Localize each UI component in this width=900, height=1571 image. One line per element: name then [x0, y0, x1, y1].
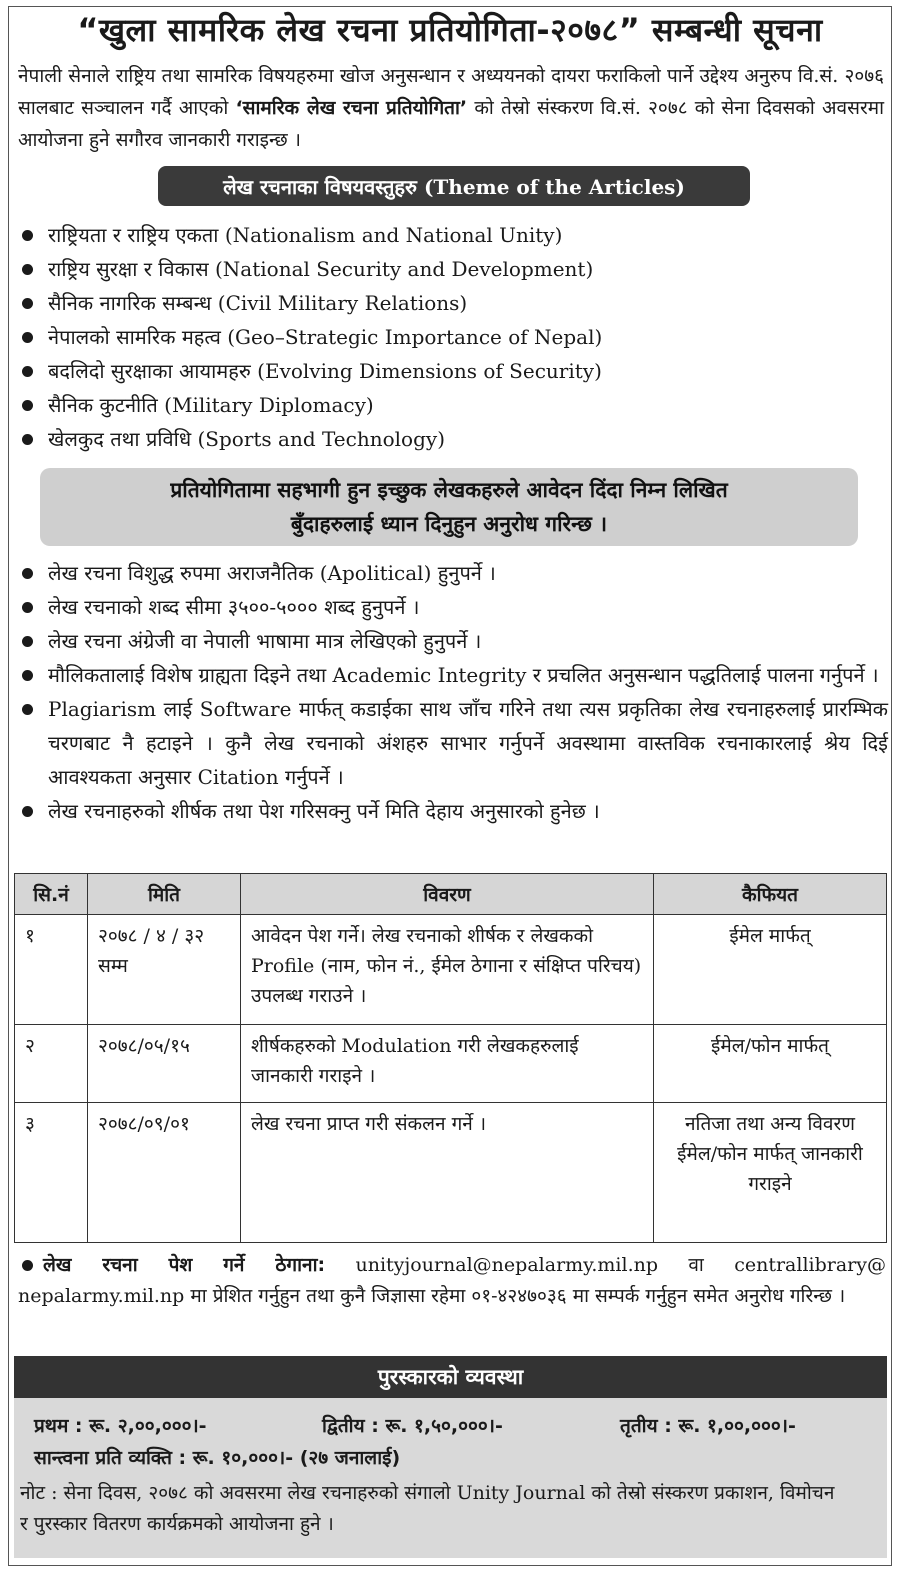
cell-desc: आवेदन पेश गर्ने। लेख रचनाको शीर्षक र लेखकको Profile (नाम, फोन नं., ईमेल ठेगाना र संक्षिप्त परिचय) उपलब्ध गराउने । — [241, 915, 654, 1025]
bullet-icon — [22, 332, 33, 343]
col-header-sn: सि.नं — [15, 874, 88, 915]
cell-date: २०७८ / ४ / ३२ सम्म — [88, 915, 241, 1025]
instruction-item: मौलिकतालाई विशेष ग्राह्यता दिइने तथा Academic Integrity र प्रचलित अनुसन्धान पद्धतिलाई पालना गर्नुपर्ने । — [18, 658, 888, 692]
bullet-icon — [22, 636, 33, 647]
bullet-icon — [22, 230, 33, 241]
bullet-icon — [22, 264, 33, 275]
cell-date: २०७८/०५/१५ — [88, 1025, 241, 1103]
bullet-icon — [22, 1260, 33, 1271]
bullet-icon — [22, 298, 33, 309]
table-row — [15, 1103, 887, 1243]
theme-item: राष्ट्रियता र राष्ट्रिय एकता (Nationalism and National Unity) — [18, 218, 888, 252]
prize-first: प्रथम : रू. २,००,०००।- — [34, 1415, 207, 1437]
intro-text-1: नेपाली सेनाले राष्ट्रिय तथा सामरिक विषयहरुमा खोज अनुसन्धान र अध्ययनको दायरा फराकिलो पार्ने उद्देश्य अनुरुप वि.सं. २०७६ सालबाट सञ्चालन गर्दै आएको — [18, 65, 884, 119]
theme-item: खेलकुद तथा प्रविधि (Sports and Technology) — [18, 422, 888, 456]
address-text: unityjournal@nepalarmy.mil.np वा centrallibrary@ nepalarmy.mil.np मा प्रेशित गर्नुहुन तथा कुनै जिज्ञासा रहेमा ०१-४२४७०३६ मा सम्पर्क गर्नुहुन समेत अनुरोध गरिन्छ । — [18, 1254, 886, 1307]
intro-paragraph — [18, 60, 884, 156]
cell-desc: शीर्षकहरुको Modulation गरी लेखकहरुलाई जानकारी गराइने । — [241, 1025, 654, 1103]
instructions-list — [18, 556, 888, 828]
bullet-icon — [22, 806, 33, 817]
cell-date: २०७८/०९/०१ — [88, 1103, 241, 1243]
instruction-item: लेख रचनाहरुको शीर्षक तथा पेश गरिसक्नु पर्ने मिति देहाय अनुसारको हुनेछ । — [18, 794, 888, 828]
schedule-table — [14, 873, 887, 1243]
instruction-item: लेख रचनाको शब्द सीमा ३५००-५००० शब्द हुनुपर्ने । — [18, 590, 888, 624]
theme-item: राष्ट्रिय सुरक्षा र विकास (National Security and Development) — [18, 252, 888, 286]
theme-item: नेपालको सामरिक महत्व (Geo–Strategic Importance of Nepal) — [18, 320, 888, 354]
instruction-item: लेख रचना विशुद्ध रुपमा अराजनैतिक (Apolitical) हुनुपर्ने । — [18, 556, 888, 590]
cell-sn: ३ — [15, 1103, 88, 1243]
bullet-icon — [22, 568, 33, 579]
cell-desc: लेख रचना प्राप्त गरी संकलन गर्ने । — [241, 1103, 654, 1243]
cell-sn: २ — [15, 1025, 88, 1103]
cell-remark: ईमेल मार्फत् — [654, 915, 887, 1025]
cell-remark: ईमेल/फोन मार्फत् — [654, 1025, 887, 1103]
intro-text-2: को तेस्रो संस्करण वि.सं. २०७८ को सेना दिवसको अवसरमा आयोजना हुने सगौरव जानकारी गराइन्छ । — [18, 97, 885, 151]
theme-item: सैनिक नागरिक सम्बन्ध (Civil Military Relations) — [18, 286, 888, 320]
table-row — [15, 1025, 887, 1103]
prizes-note: नोट : सेना दिवस, २०७८ को अवसरमा लेख रचनाहरुको संगालो Unity Journal को तेस्रो संस्करण प्रकाशन, विमोचन र पुरस्कार वितरण कार्यक्रमको आयोजना हुने । — [20, 1482, 835, 1535]
instruction-item: लेख रचना अंग्रेजी वा नेपाली भाषामा मात्र लेखिएको हुनुपर्ने । — [18, 624, 888, 658]
prize-second: द्वितीय : रू. १,५०,०००।- — [322, 1415, 503, 1437]
intro-highlight: ‘सामरिक लेख रचना प्रतियोगिता’ — [235, 97, 468, 119]
prize-third: तृतीय : रू. १,००,०००।- — [620, 1415, 796, 1437]
notice-title: “खुला सामरिक लेख रचना प्रतियोगिता-२०७८” सम्बन्धी सूचना — [77, 11, 823, 49]
themes-list — [18, 218, 888, 456]
bullet-icon — [22, 602, 33, 613]
col-header-date: मिति — [88, 874, 241, 915]
bullet-icon — [22, 400, 33, 411]
cell-remark: नतिजा तथा अन्य विवरण ईमेल/फोन मार्फत् जानकारी गराइने — [654, 1103, 887, 1243]
instruction-item: Plagiarism लाई Software मार्फत् कडाईका साथ जाँच गरिने तथा त्यस प्रकृतिका लेख रचनाहरुलाई प्रारम्भिक चरणबाट नै हटाइने । कुनै लेख रचनाको अंशहरु साभार गर्नुपर्ने अवस्थामा वास्तविक रचनाकारलाई श्रेय दिई आवश्यकता अनुसार Citation गर्नुपर्ने । — [18, 692, 888, 794]
instructions-heading-line2: बुँदाहरुलाई ध्यान दिनुहुन अनुरोध गरिन्छ । — [290, 512, 608, 536]
instructions-heading — [40, 468, 858, 546]
bullet-icon — [22, 434, 33, 445]
theme-item: सैनिक कुटनीति (Military Diplomacy) — [18, 388, 888, 422]
bullet-icon — [22, 670, 33, 681]
submission-address — [18, 1250, 886, 1312]
cell-sn: १ — [15, 915, 88, 1025]
address-label: लेख रचना पेश गर्ने ठेगाना: — [43, 1254, 326, 1276]
col-header-desc: विवरण — [241, 874, 654, 915]
table-header-row — [15, 874, 887, 915]
theme-item: बदलिदो सुरक्षाका आयामहरु (Evolving Dimensions of Security) — [18, 354, 888, 388]
themes-heading: लेख रचनाका विषयवस्तुहरु (Theme of the Articles) — [158, 166, 750, 206]
prizes-heading: पुरस्कारको व्यवस्था — [14, 1356, 887, 1398]
table-row — [15, 915, 887, 1025]
bullet-icon — [22, 704, 33, 715]
instructions-heading-line1: प्रतियोगितामा सहभागी हुन इच्छुक लेखकहरुले आवेदन दिंदा निम्न लिखित — [170, 478, 728, 502]
bullet-icon — [22, 366, 33, 377]
col-header-remark: कैफियत — [654, 874, 887, 915]
prize-consolation: सान्त्वना प्रति व्यक्ति : रू. १०,०००।- (२७ जनालाई) — [34, 1447, 401, 1469]
